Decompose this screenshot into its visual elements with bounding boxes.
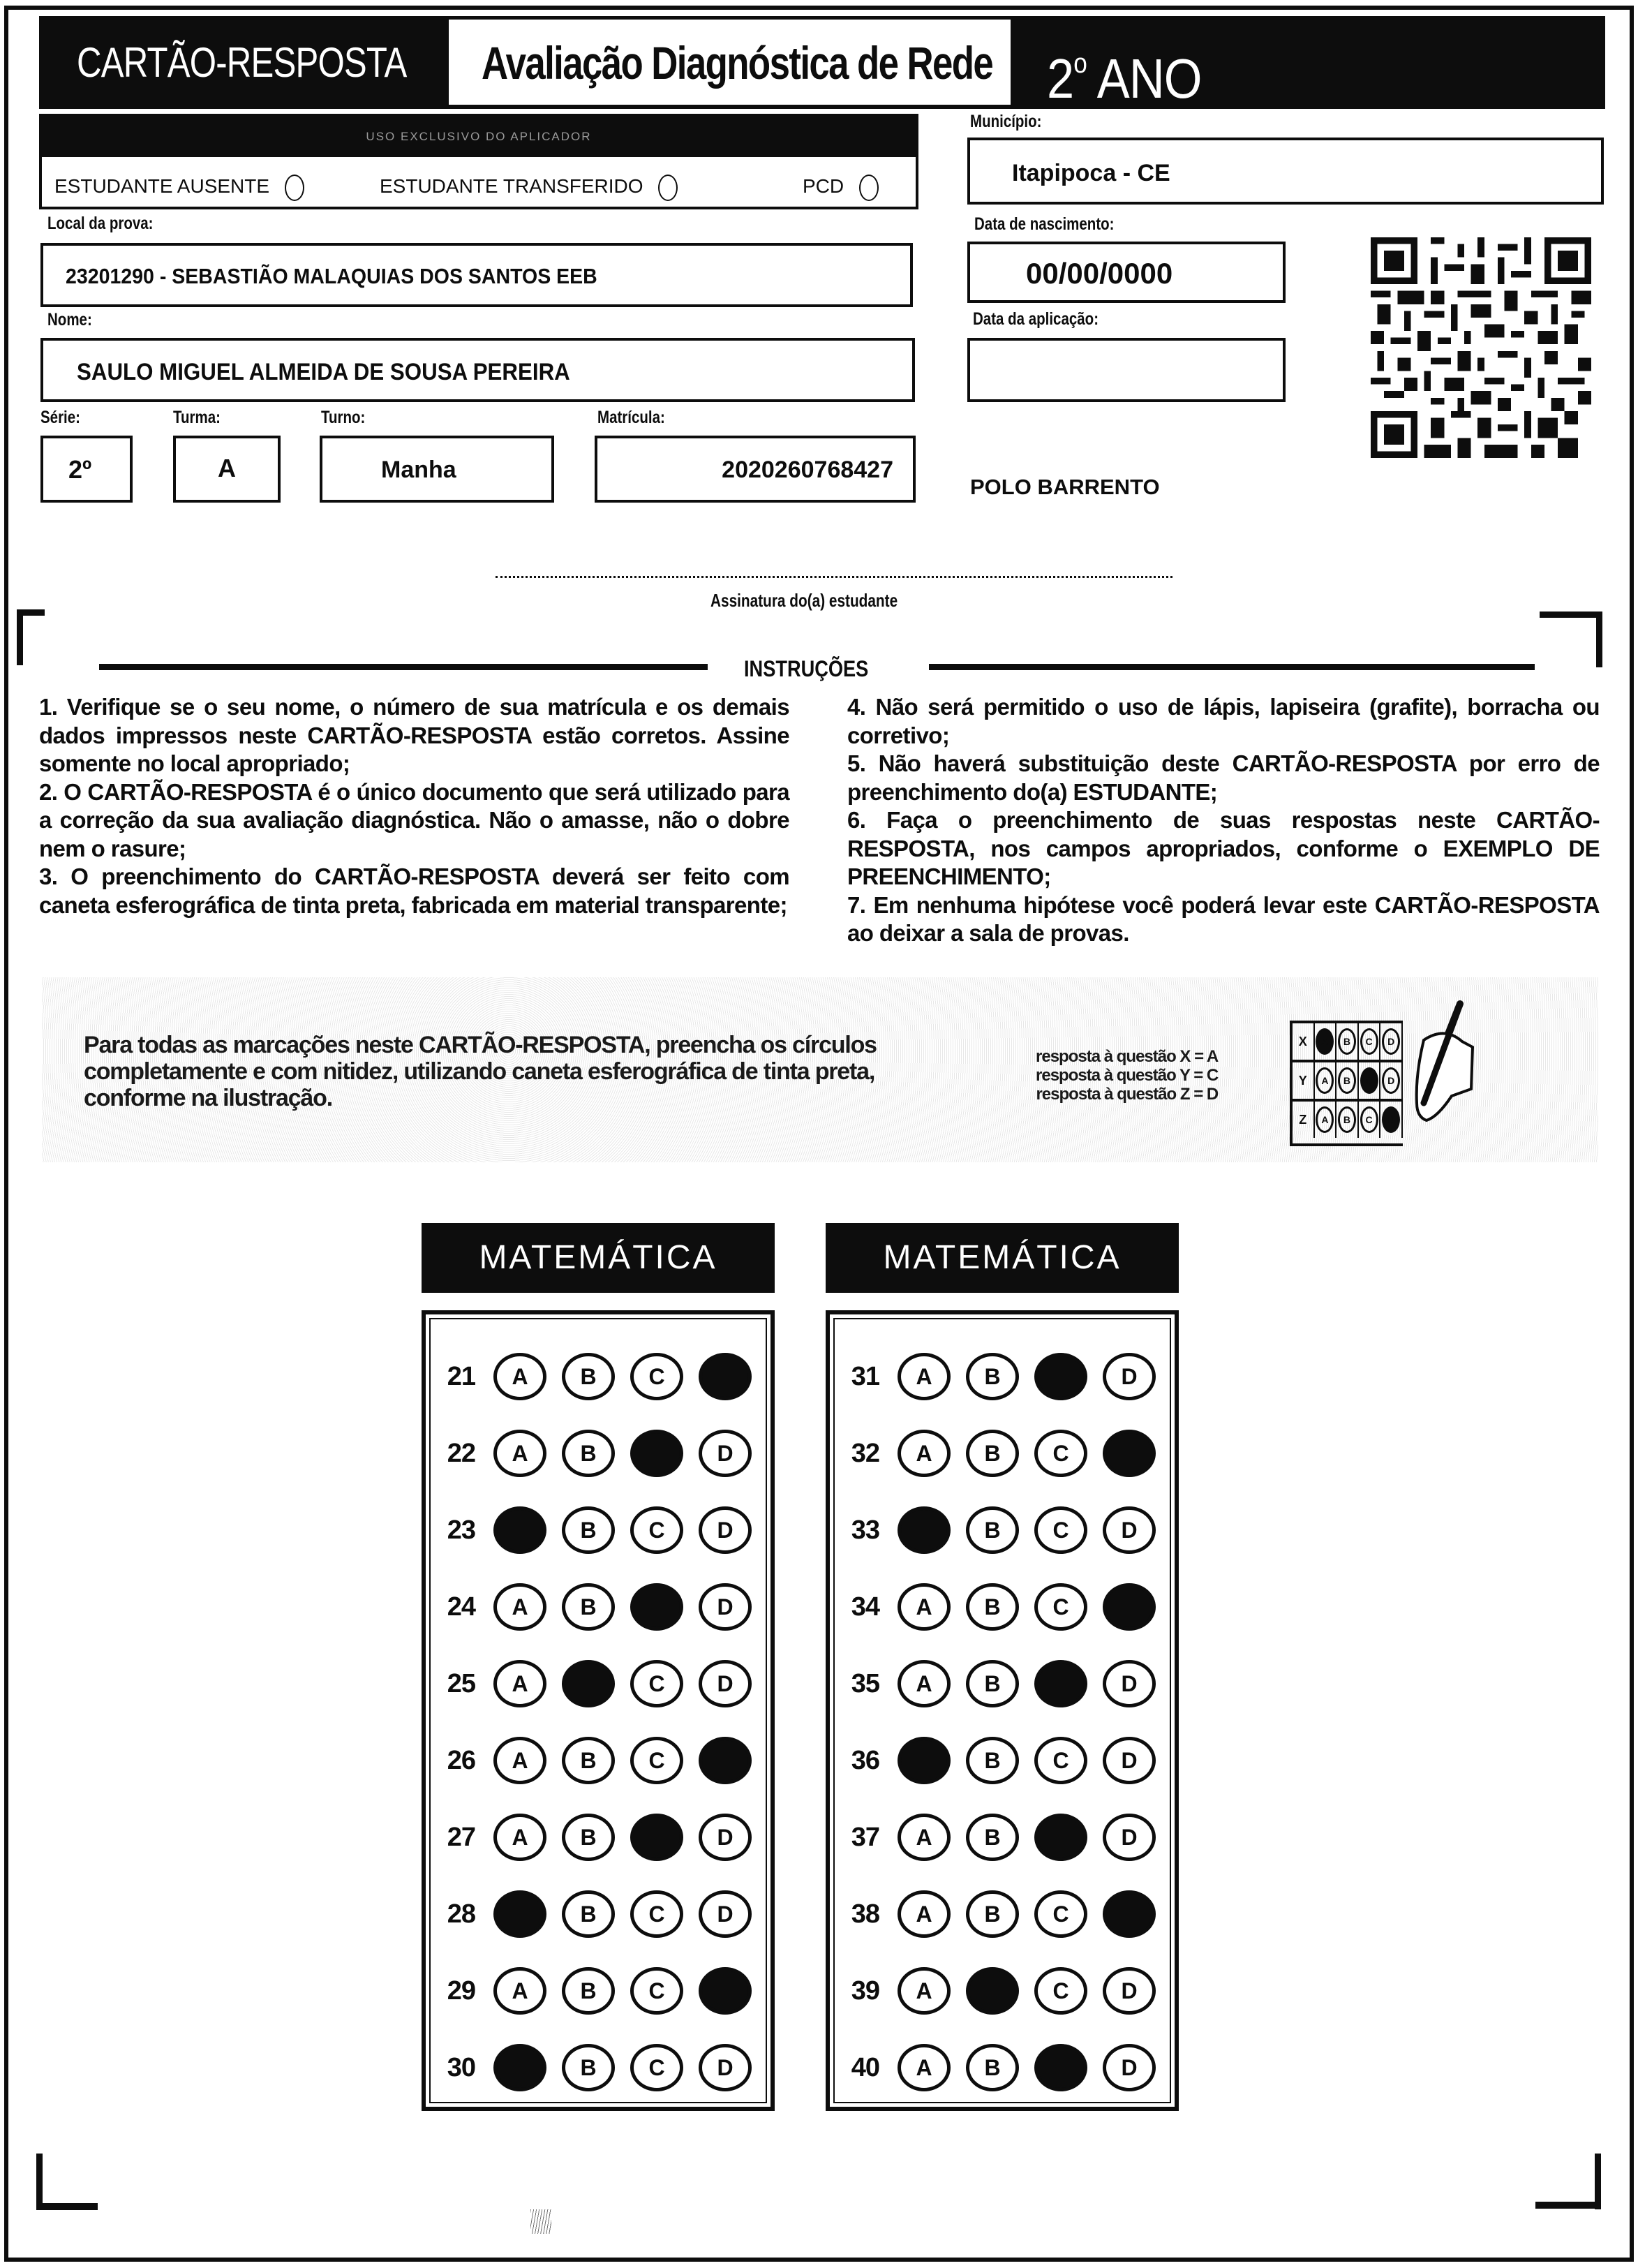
corner-mark-top-left-v <box>17 609 23 665</box>
answer-grid-2 <box>826 1310 1179 2111</box>
card-label: CARTÃO-RESPOSTA <box>77 39 407 86</box>
question-row <box>431 2038 752 2097</box>
signature-line[interactable] <box>496 576 1172 578</box>
question-number: 37 <box>851 1822 879 1852</box>
nascimento-value: 00/00/0000 <box>1026 257 1173 290</box>
answer-bubble[interactable]: D <box>1103 1737 1156 1784</box>
question-row <box>835 1501 1156 1559</box>
answer-bubble-filled[interactable] <box>1034 1814 1087 1861</box>
instruction-item: 7. Em nenhuma hipótese você poderá levar este CARTÃO-RESPOSTA ao deixar a sala de provas. <box>847 891 1600 946</box>
instruction-item: 5. Não haverá substituição deste CARTÃO-RESPOSTA por erro de preenchimento do(a) ESTUDANTE; <box>847 750 1600 805</box>
grade-label: 2$^o$ ANO <box>1047 47 1202 110</box>
answer-bubble[interactable]: B <box>562 2044 615 2091</box>
example-row-x <box>1293 1023 1403 1062</box>
example-row-z <box>1293 1102 1403 1141</box>
answer-bubble[interactable]: C <box>630 1737 683 1784</box>
answer-bubble[interactable]: A <box>493 1737 546 1784</box>
corner-mark-bottom-left <box>36 2154 43 2209</box>
answer-bubble[interactable]: A <box>493 1814 546 1861</box>
answer-bubble[interactable]: D <box>699 1583 752 1631</box>
question-row <box>431 1501 752 1559</box>
option-estudante-transferido[interactable]: ESTUDANTE TRANSFERIDO <box>380 172 678 200</box>
question-number: 34 <box>851 1592 879 1622</box>
aplicacao-field[interactable] <box>967 338 1286 402</box>
question-number: 22 <box>447 1438 475 1468</box>
answer-bubble[interactable]: B <box>966 1430 1019 1477</box>
nome-label: Nome: <box>47 310 92 329</box>
question-number: 29 <box>447 1976 475 2006</box>
local-field <box>40 243 913 307</box>
transferido-bubble[interactable] <box>658 175 678 201</box>
question-number: 25 <box>447 1668 475 1698</box>
question-row <box>835 1885 1156 1943</box>
exam-title: Avaliação Diagnóstica de Rede <box>482 37 993 89</box>
question-row <box>835 1654 1156 1713</box>
answer-bubble-filled[interactable] <box>1103 1890 1156 1938</box>
answer-bubble[interactable]: A <box>493 1430 546 1477</box>
answer-bubble-filled[interactable] <box>1034 2044 1087 2091</box>
answer-bubble[interactable]: A <box>898 1890 951 1938</box>
question-number: 39 <box>851 1976 879 2006</box>
answer-bubble[interactable]: A <box>898 1814 951 1861</box>
answer-bubble-filled[interactable] <box>493 1506 546 1554</box>
answer-bubble[interactable]: B <box>966 1353 1019 1400</box>
nascimento-label: Data de nascimento: <box>974 214 1115 234</box>
aplicador-band: USO EXCLUSIVO DO APLICADOR <box>42 117 916 157</box>
answer-bubble[interactable]: D <box>1103 1506 1156 1554</box>
answer-bubble[interactable]: B <box>966 1737 1019 1784</box>
legend-line: resposta à questão Z = D <box>1036 1085 1219 1104</box>
answer-bubble[interactable]: B <box>966 1814 1019 1861</box>
example-bubble: C <box>1360 1028 1378 1055</box>
question-row <box>431 1654 752 1713</box>
legend-line: resposta à questão Y = C <box>1036 1066 1219 1085</box>
option-estudante-ausente[interactable]: ESTUDANTE AUSENTE <box>54 172 304 200</box>
turma-label: Turma: <box>173 408 221 427</box>
turma-field <box>173 436 281 503</box>
question-row <box>835 1578 1156 1636</box>
local-value: 23201290 - SEBASTIÃO MALAQUIAS DOS SANTOS EEB <box>66 264 597 288</box>
answer-bubble-filled[interactable] <box>699 1353 752 1400</box>
serie-label: Série: <box>40 408 80 427</box>
serie-field <box>40 436 133 503</box>
answer-bubble[interactable]: A <box>493 1353 546 1400</box>
instruction-item: 3. O preenchimento do CARTÃO-RESPOSTA deverá ser feito com caneta esferográfica de tinta preta, fabricada em material transparente; <box>39 864 789 918</box>
example-row-label: X <box>1293 1023 1315 1060</box>
example-bubble: A <box>1316 1106 1334 1133</box>
answer-bubble[interactable]: A <box>898 1353 951 1400</box>
corner-mark-bottom-right <box>1595 2154 1601 2209</box>
answer-bubble[interactable]: B <box>562 1583 615 1631</box>
example-bubble: B <box>1338 1106 1356 1133</box>
example-bubble: D <box>1382 1067 1400 1094</box>
question-row <box>431 1578 752 1636</box>
question-number: 33 <box>851 1515 879 1545</box>
answer-bubble[interactable]: C <box>630 1660 683 1707</box>
question-row <box>431 1885 752 1943</box>
answer-bubble-filled[interactable] <box>630 1814 683 1861</box>
question-row <box>835 1424 1156 1483</box>
corner-mark-top-right <box>1540 612 1602 618</box>
answer-bubble[interactable]: C <box>1034 1967 1087 2015</box>
polo-label: POLO BARRENTO <box>970 475 1160 499</box>
ausente-bubble[interactable] <box>285 175 304 201</box>
answer-bubble[interactable]: B <box>562 1506 615 1554</box>
question-number: 23 <box>447 1515 475 1545</box>
answer-bubble[interactable]: D <box>699 1814 752 1861</box>
answer-bubble-filled[interactable] <box>699 1737 752 1784</box>
example-row-label: Y <box>1293 1062 1315 1099</box>
matricula-value: 2020260768427 <box>722 457 893 483</box>
answer-bubble-filled[interactable] <box>562 1660 615 1707</box>
corner-mark-bottom-right-h <box>1535 2202 1601 2209</box>
answer-bubble[interactable]: B <box>966 1890 1019 1938</box>
instructions-rule-right <box>929 664 1535 670</box>
stray-mark <box>530 2209 551 2234</box>
fill-example-text: Para todas as marcações neste CARTÃO-RESPOSTA, preencha os círculos completamente e com nitidez, utilizando caneta esferográfica de tinta preta, conforme na ilustração. <box>84 1032 877 1111</box>
answer-bubble[interactable]: A <box>898 2044 951 2091</box>
fill-example-grid <box>1290 1021 1403 1146</box>
subject-header-1: MATEMÁTICA <box>422 1223 775 1293</box>
question-number: 30 <box>447 2052 475 2082</box>
answer-bubble-filled[interactable] <box>966 1967 1019 2015</box>
answer-bubble[interactable]: C <box>1034 1506 1087 1554</box>
instructions-title: INSTRUÇÕES <box>744 656 869 681</box>
question-row <box>431 1808 752 1867</box>
corner-mark-top-right-v <box>1596 612 1602 667</box>
answer-bubble-filled[interactable] <box>699 1967 752 2015</box>
question-number: 21 <box>447 1361 475 1391</box>
answer-bubble-filled[interactable] <box>493 1890 546 1938</box>
question-row <box>431 1424 752 1483</box>
example-bubble: B <box>1338 1028 1356 1055</box>
municipio-value: Itapipoca - CE <box>1012 160 1170 186</box>
nascimento-field <box>967 242 1286 303</box>
instruction-item: 2. O CARTÃO-RESPOSTA é o único documento que será utilizado para a correção da sua avaliação diagnóstica. Não o amasse, não o dobre nem o rasure; <box>39 778 789 861</box>
question-number: 31 <box>851 1361 879 1391</box>
matricula-label: Matrícula: <box>597 408 665 427</box>
question-number: 32 <box>851 1438 879 1468</box>
instruction-item: 1. Verifique se o seu nome, o número de sua matrícula e os demais dados impressos neste CARTÃO-RESPOSTA estão corretos. Assine somente no local apropriado; <box>39 694 789 776</box>
subject-header-2: MATEMÁTICA <box>826 1223 1179 1293</box>
question-number: 28 <box>447 1899 475 1929</box>
question-number: 40 <box>851 2052 879 2082</box>
question-row <box>431 1731 752 1790</box>
answer-bubble[interactable]: A <box>493 1967 546 2015</box>
question-row <box>835 2038 1156 2097</box>
answer-bubble[interactable]: C <box>1034 1890 1087 1938</box>
example-row-label: Z <box>1293 1102 1315 1138</box>
answer-bubble[interactable]: A <box>898 1967 951 2015</box>
answer-bubble[interactable]: B <box>562 1430 615 1477</box>
answer-bubble[interactable]: C <box>630 1506 683 1554</box>
answer-grid-1 <box>422 1310 775 2111</box>
turno-label: Turno: <box>321 408 366 427</box>
turno-value: Manha <box>381 457 456 483</box>
answer-bubble[interactable]: D <box>699 1430 752 1477</box>
answer-bubble[interactable]: D <box>699 1890 752 1938</box>
answer-bubble[interactable]: C <box>630 2044 683 2091</box>
corner-mark-bottom-left-h <box>36 2203 98 2210</box>
example-bubble: D <box>1382 1028 1400 1055</box>
answer-bubble[interactable]: B <box>966 2044 1019 2091</box>
aplicador-box <box>39 114 918 209</box>
example-row-y <box>1293 1062 1403 1102</box>
municipio-label: Município: <box>970 112 1042 131</box>
example-bubble: A <box>1316 1067 1334 1094</box>
answer-bubble[interactable]: B <box>562 1814 615 1861</box>
nome-field <box>40 338 915 402</box>
legend-line: resposta à questão X = A <box>1036 1047 1219 1066</box>
turno-field <box>320 436 554 503</box>
answer-bubble[interactable]: A <box>493 1583 546 1631</box>
answer-bubble[interactable]: D <box>1103 2044 1156 2091</box>
question-row <box>835 1347 1156 1406</box>
question-number: 36 <box>851 1745 879 1775</box>
question-number: 27 <box>447 1822 475 1852</box>
answer-bubble-filled[interactable] <box>898 1737 951 1784</box>
matricula-field <box>595 436 916 503</box>
instruction-item: 6. Faça o preenchimento de suas respostas neste CARTÃO-RESPOSTA, nos campos apropriados, conforme o EXEMPLO DE PREENCHIMENTO; <box>847 807 1600 889</box>
answer-bubble[interactable]: D <box>1103 1660 1156 1707</box>
question-row <box>431 1962 752 2020</box>
instructions-right-column <box>847 693 1600 948</box>
answer-bubble[interactable]: C <box>1034 1583 1087 1631</box>
answer-bubble[interactable]: A <box>493 1660 546 1707</box>
example-bubble-filled: D <box>1382 1106 1400 1133</box>
turma-value: A <box>218 454 236 482</box>
answer-bubble-filled[interactable] <box>1034 1660 1087 1707</box>
answer-bubble[interactable]: C <box>630 1890 683 1938</box>
example-bubble-filled: C <box>1360 1067 1378 1094</box>
municipio-field <box>967 138 1604 205</box>
answer-bubble[interactable]: B <box>562 1890 615 1938</box>
example-bubble: C <box>1360 1106 1378 1133</box>
instruction-item: 4. Não será permitido o uso de lápis, lapiseira (grafite), borracha ou corretivo; <box>847 694 1600 748</box>
answer-bubble-filled[interactable] <box>1103 1583 1156 1631</box>
question-row <box>835 1731 1156 1790</box>
answer-bubble[interactable]: D <box>699 1660 752 1707</box>
answer-bubble-filled[interactable] <box>1103 1430 1156 1477</box>
answer-bubble[interactable]: D <box>1103 1967 1156 2015</box>
answer-bubble[interactable]: A <box>898 1660 951 1707</box>
question-number: 24 <box>447 1592 475 1622</box>
answer-bubble-filled[interactable] <box>493 2044 546 2091</box>
question-row <box>835 1962 1156 2020</box>
answer-bubble[interactable]: C <box>630 1967 683 2015</box>
answer-bubble[interactable]: B <box>966 1583 1019 1631</box>
answer-bubble[interactable]: B <box>562 1737 615 1784</box>
answer-bubble[interactable]: B <box>562 1353 615 1400</box>
instructions-left-column <box>39 693 789 919</box>
example-bubble: B <box>1338 1067 1356 1094</box>
fill-example-legend <box>1036 1047 1218 1104</box>
question-number: 35 <box>851 1668 879 1698</box>
answer-bubble[interactable]: B <box>562 1967 615 2015</box>
answer-bubble[interactable]: A <box>898 1583 951 1631</box>
question-row <box>835 1808 1156 1867</box>
instructions-rule-left <box>99 664 708 670</box>
answer-bubble-filled[interactable] <box>630 1430 683 1477</box>
aplicacao-label: Data da aplicação: <box>973 309 1099 329</box>
answer-bubble[interactable]: A <box>898 1430 951 1477</box>
answer-bubble[interactable]: B <box>966 1660 1019 1707</box>
answer-bubble[interactable]: C <box>1034 1430 1087 1477</box>
answer-bubble[interactable]: D <box>1103 1814 1156 1861</box>
option-pcd[interactable]: PCD <box>803 172 879 200</box>
answer-bubble[interactable]: C <box>1034 1737 1087 1784</box>
question-row <box>431 1347 752 1406</box>
answer-bubble[interactable]: D <box>699 1506 752 1554</box>
answer-bubble[interactable]: D <box>1103 1353 1156 1400</box>
question-number: 26 <box>447 1745 475 1775</box>
example-bubble-filled: A <box>1316 1028 1334 1055</box>
question-number: 38 <box>851 1899 879 1929</box>
answer-bubble[interactable]: D <box>699 2044 752 2091</box>
hand-pen-icon <box>1396 998 1480 1138</box>
nome-value: SAULO MIGUEL ALMEIDA DE SOUSA PEREIRA <box>77 359 570 385</box>
serie-value: 2º <box>68 455 92 484</box>
local-label: Local da prova: <box>47 214 154 233</box>
answer-bubble[interactable]: C <box>630 1353 683 1400</box>
answer-bubble-filled[interactable] <box>1034 1353 1087 1400</box>
signature-label: Assinatura do(a) estudante <box>710 590 898 611</box>
answer-bubble-filled[interactable] <box>898 1506 951 1554</box>
answer-bubble[interactable]: B <box>966 1506 1019 1554</box>
qr-code-icon <box>1369 237 1593 458</box>
answer-bubble-filled[interactable] <box>630 1583 683 1631</box>
pcd-bubble[interactable] <box>859 175 879 201</box>
